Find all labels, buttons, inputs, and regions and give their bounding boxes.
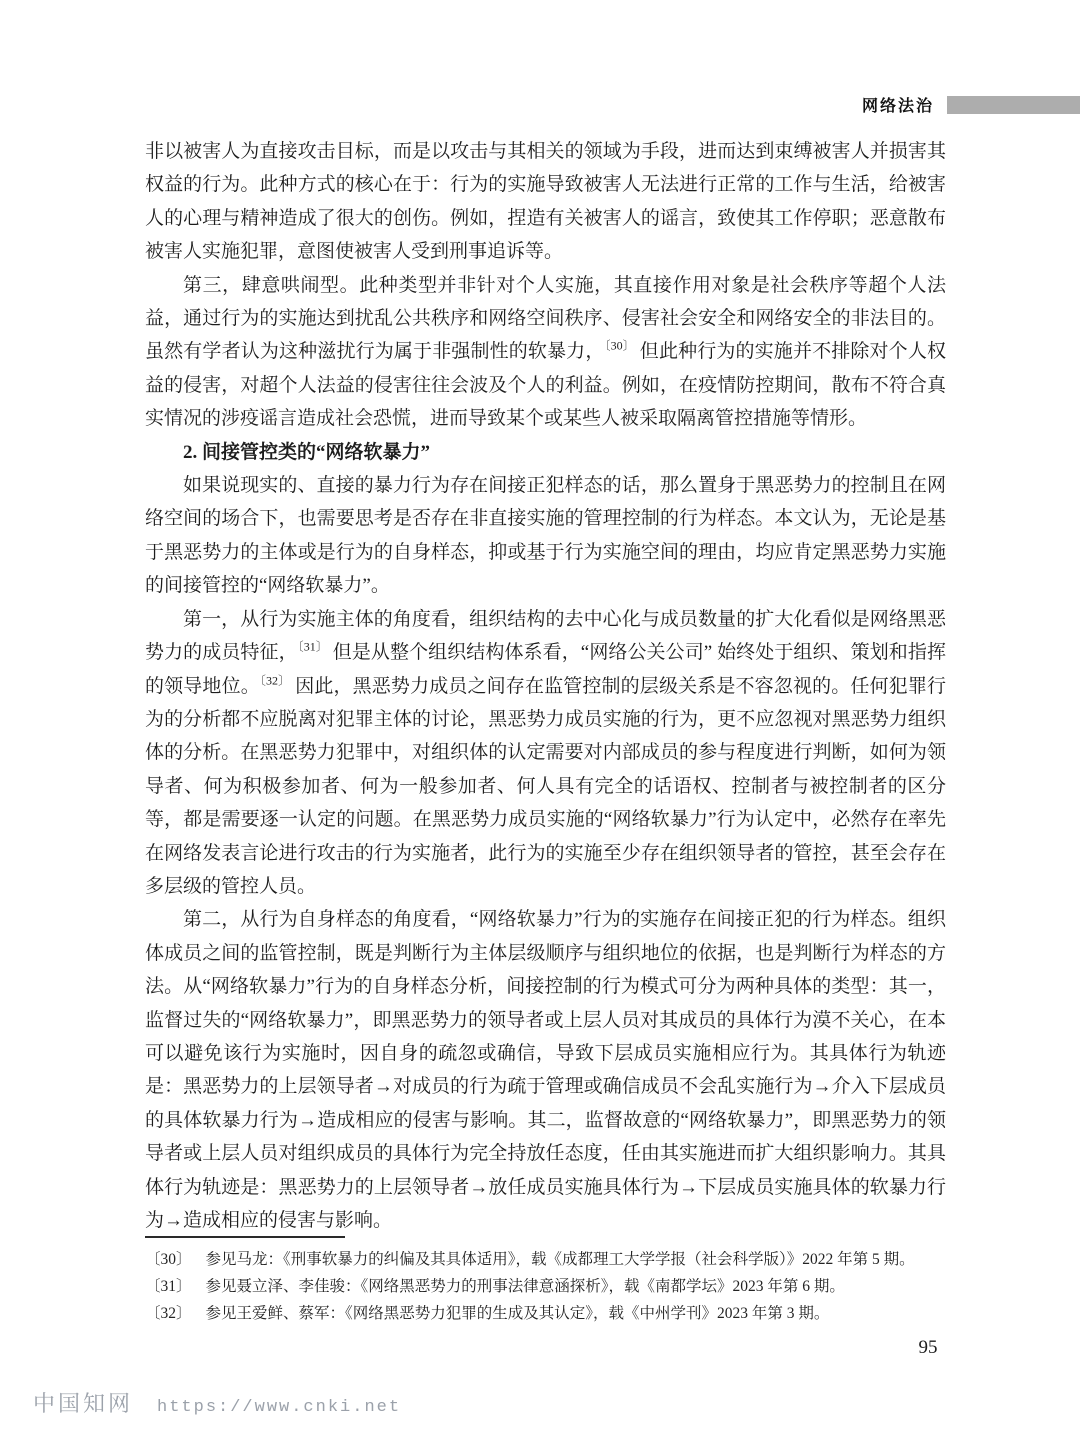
page-header — [0, 93, 1080, 116]
header-bar-decoration — [947, 96, 1080, 114]
paragraph: 第二，从行为自身样态的角度看，“网络软暴力”行为的实施存在间接正犯的行为样态。组织体成员之间的监管控制，既是判断行为主体层级顺序与组织地位的依据，也是判断行为样态的方法。从“网络软暴力”行为的自身样态分析，间接控制的行为模式可分为两种具体的类型：其一，监督过失的“网络软暴力”，即黑恶势力的领导者或上层人员对其成员的具体行为漠不关心，在本可以避免该行为实施时，因自身的疏忽或确信，导致下层成员实施相应行为。其具体行为轨迹是：黑恶势力的上层领导者→对成员的行为疏于管理或确信成员不会乱实施行为→介入下层成员的具体软暴力行为→造成相应的侵害与影响。其二，监督故意的“网络软暴力”，即黑恶势力的领导者或上层人员对组织成员的具体行为完全持放任态度，任由其实施进而扩大组织影响力。其具体行为轨迹是：黑恶势力的上层领导者→放任成员实施具体行为→下层成员实施具体的软暴力行为→造成相应的侵害与影响。 — [145, 909, 946, 1231]
cnki-site-name: 中国知网 — [33, 1391, 134, 1416]
footnote-item — [145, 1247, 957, 1274]
footnote-text: 参见王爱鲜、蔡军：《网络黑恶势力犯罪的生成及其认定》，载《中州学刊》2023 年第 3 期。 — [205, 1304, 830, 1322]
footnote-ref: 〔31〕 — [297, 639, 328, 654]
paragraph: 如果说现实的、直接的暴力行为存在间接正犯样态的话，那么置身于黑恶势力的控制且在网络空间的场合下，也需要思考是否存在非直接实施的管理控制的行为样态。本文认为，无论是基于黑恶势力的主体或是行为的自身样态，抑或基于行为实施空间的理由，均应肯定黑恶势力实施的间接管控的“网络软暴力”。 — [145, 475, 946, 597]
section-heading: 2. 间接管控类的“网络软暴力” — [183, 441, 431, 463]
cnki-watermark — [33, 1387, 401, 1418]
footnote-ref: 〔32〕 — [259, 673, 291, 688]
footnote-text: 参见马龙：《刑事软暴力的纠偏及其具体适用》，载《成都理工大学学报（社会科学版）》2022 年第 5 期。 — [205, 1251, 915, 1268]
cnki-url: https://www.cnki.net — [157, 1398, 402, 1417]
footnote-item — [145, 1274, 957, 1301]
footnote-marker: 〔32〕 — [145, 1304, 192, 1322]
page-number: 95 — [918, 1337, 938, 1358]
paragraph: 第三，肆意哄闹型。此种类型并非针对个人实施，其直接作用对象是社会秩序等超个人法益，通过行为的实施达到扰乱公共秩序和网络空间秩序、侵害社会安全和网络安全的非法目的。虽然有学者认为这种滋扰行为属于非强制性的软暴力，$^{〔30〕}$ 但此种行为的实施并不排除对个人权益的侵害，对超个人法益的侵害往往会波及个人的利益。例如，在疫情防控期间，散布不符合真实情况的涉疫谣言造成社会恐慌，进而导致某个或某些人被采取隔离管控措施等情形。 — [145, 274, 946, 430]
footnote-item — [145, 1301, 957, 1328]
article-body — [145, 135, 946, 1237]
paragraph: 第一，从行为实施主体的角度看，组织结构的去中心化与成员数量的扩大化看似是网络黑恶势力的成员特征，$^{〔31〕}$ 但是从整个组织结构体系看，“网络公关公司” 始终处于组织、策划和指挥的领导地位。$^{〔32〕}$ 因此，黑恶势力成员之间存在监管控制的层级关系是不容忽视的。任何犯罪行为的分析都不应脱离对犯罪主体的讨论，黑恶势力成员实施的行为，更不应忽视对黑恶势力组织体的分析。在黑恶势力犯罪中，对组织体的认定需要对内部成员的参与程度进行判断，如何为领导者、何为积极参加者、何为一般参加者、何人具有完全的话语权、控制者与被控制者的区分等，都是需要逐一认定的问题。在黑恶势力成员实施的“网络软暴力”行为认定中，必然存在率先在网络发表言论进行攻击的行为实施者，此行为的实施至少存在组织领导者的管控，甚至会存在多层级的管控人员。 — [145, 608, 946, 897]
section-label: 网络法治 — [861, 98, 934, 115]
footnote-ref: 〔30〕 — [604, 339, 635, 354]
footnotes-section — [145, 1247, 957, 1327]
paragraph: 非以被害人为直接攻击目标，而是以攻击与其相关的领域为手段，进而达到束缚被害人并损害其权益的行为。此种方式的核心在于：行为的实施导致被害人无法进行正常的工作与生活，给被害人的心理与精神造成了很大的创伤。例如，捏造有关被害人的谣言，致使其工作停职；恶意散布被害人实施犯罪，意图使被害人受到刑事追诉等。 — [145, 141, 946, 263]
footnote-text: 参见聂立泽、李佳骏：《网络黑恶势力的刑事法律意涵探析》，载《南都学坛》2023 年第 6 期。 — [205, 1277, 845, 1295]
footnote-separator — [145, 1236, 345, 1238]
footnote-marker: 〔31〕 — [145, 1277, 192, 1295]
footnote-marker: 〔30〕 — [145, 1251, 192, 1268]
